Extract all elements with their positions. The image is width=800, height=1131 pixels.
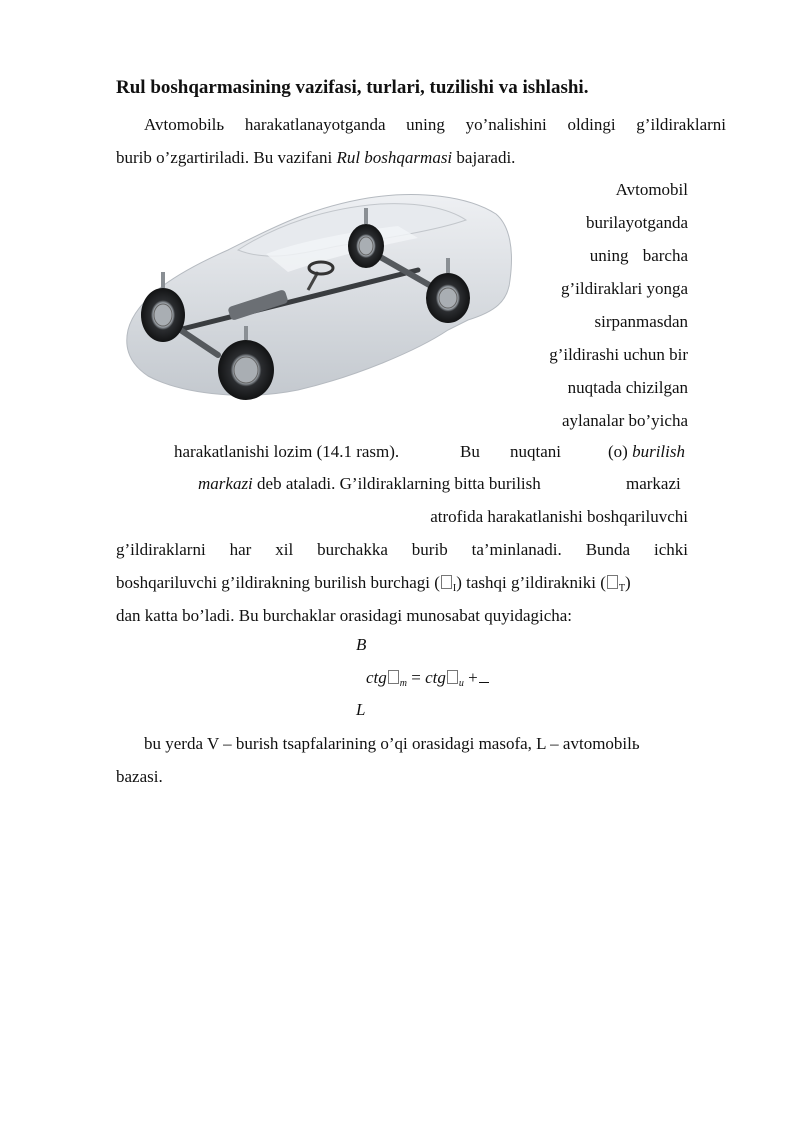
formula-denominator: L (356, 700, 366, 719)
wrap-line-7: nuqtada chizilgan (567, 378, 688, 397)
wrap-line-4: g’ildiraklari yonga (561, 279, 688, 298)
paragraph-3-line-1: bu yerda V – burish tsapfalarining o’qi orasidagi masofa, L – avtomobilь (144, 734, 640, 753)
text-segment: boshqariluvchi g’ildirakning burilish burchagi ( (116, 573, 440, 592)
wrap-line-11: atrofida harakatlanishi boshqariluvchi (430, 507, 688, 526)
wrap-line-9-end (608, 442, 685, 462)
wrap-line-9 (174, 442, 399, 462)
fraction-bar (479, 682, 489, 683)
missing-glyph-icon (388, 670, 399, 684)
formula-ctg: ctg (366, 668, 387, 687)
missing-glyph-icon (607, 575, 618, 589)
wrap-line-9-word-bu: Bu (460, 442, 480, 461)
text-segment: bajaradi. (452, 148, 516, 167)
text-segment: (o) (608, 442, 633, 461)
subscript-t: T (618, 583, 626, 594)
wrap-line-5: sirpanmasdan (594, 312, 688, 331)
car-chassis-illustration (118, 180, 520, 410)
text-segment: ) (625, 573, 631, 592)
paragraph-3-line-2: bazasi. (116, 767, 163, 786)
paragraph-2-line-3: dan katta bo’ladi. Bu burchaklar orasidagi munosabat quyidagicha: (116, 606, 573, 625)
missing-glyph-icon (447, 670, 458, 684)
text-segment: deb ataladi. G’ildiraklarning bitta burilish (252, 474, 541, 493)
text-segment: harakatlanishi lozim (14.1 rasm). (174, 442, 400, 461)
italic-term-burilish: burilish (632, 442, 685, 461)
formula-main (366, 668, 489, 694)
wrap-line-2: burilayotganda (586, 213, 688, 232)
subscript-u: u (458, 678, 464, 689)
wrap-line-3: uning barcha (589, 246, 688, 265)
wrap-line-10-end: markazi (626, 474, 681, 493)
paragraph-2-line-1: g’ildiraklarni har xil burchakka burib ta’minlanadi. Bunda ichki (116, 540, 688, 559)
wrap-line-6: g’ildirashi uchun bir (549, 345, 688, 364)
wrap-line-8: aylanalar bo’yicha (561, 411, 688, 430)
wrap-line-10 (198, 474, 541, 494)
subscript-i: I (452, 583, 457, 594)
italic-term-markazi: markazi (198, 474, 253, 493)
wrap-line-9-word-nuqtani: nuqtani (510, 442, 561, 461)
italic-term-rul-boshqarmasi: Rul boshqarmasi (336, 148, 453, 167)
subscript-m: m (399, 678, 408, 689)
formula-numerator: B (356, 635, 367, 654)
paragraph-1-line-2 (116, 148, 515, 168)
text-segment: ) tashqi g’ildirakniki ( (456, 573, 606, 592)
formula-plus: + (463, 668, 478, 687)
paragraph-2-line-2 (116, 573, 631, 599)
missing-glyph-icon (441, 575, 452, 589)
paragraph-1-line-1: Avtomobilь harakatlanayotganda uning yo’nalishini oldingi g’ildiraklarni (144, 115, 726, 134)
text-segment: burib o’zgartiriladi. Bu vazifani (116, 148, 337, 167)
formula-equals: = (407, 668, 426, 687)
formula-ctg: ctg (425, 668, 446, 687)
wrap-line-1: Avtomobil (615, 180, 688, 199)
page-title: Rul boshqarmasining vazifasi, turlari, tuzilishi va ishlashi. (116, 77, 589, 98)
